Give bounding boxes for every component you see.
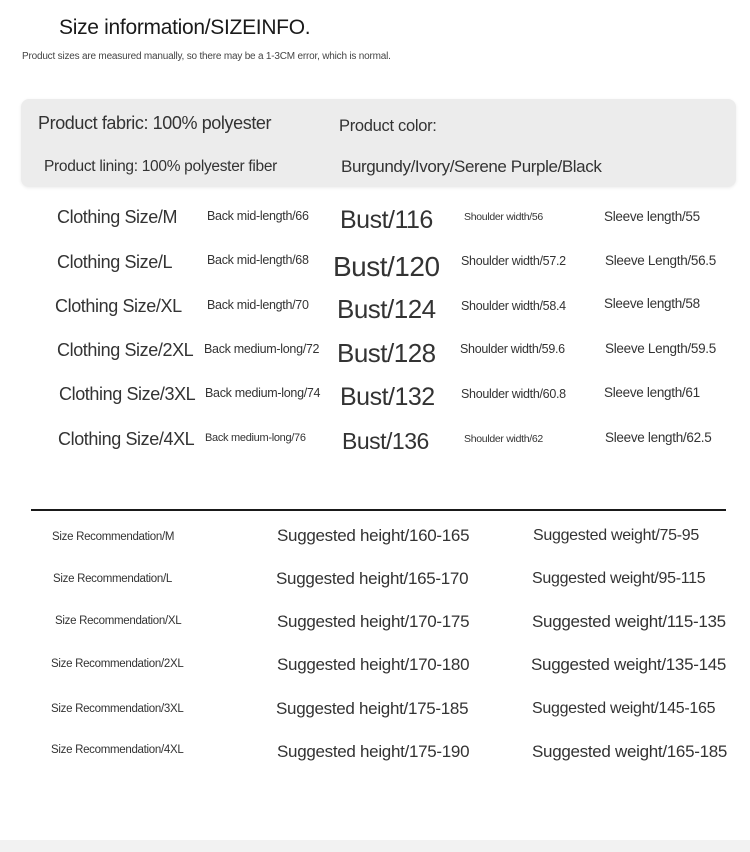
- suggested-weight: Suggested weight/75-95: [533, 527, 699, 544]
- bust: Bust/132: [340, 383, 435, 411]
- shoulder-width: Shoulder width/56: [464, 211, 543, 223]
- recommendation-size: Size Recommendation/2XL: [51, 658, 184, 670]
- bust: Bust/128: [337, 338, 436, 368]
- product-colors: Burgundy/Ivory/Serene Purple/Black: [341, 157, 602, 176]
- bust: Bust/120: [333, 251, 440, 282]
- suggested-height: Suggested height/165-170: [276, 569, 469, 588]
- suggested-weight: Suggested weight/135-145: [531, 655, 727, 674]
- shoulder-width: Shoulder width/57.2: [461, 254, 566, 268]
- sleeve-length: Sleeve Length/59.5: [605, 341, 716, 356]
- size-label: Clothing Size/4XL: [58, 429, 195, 449]
- suggested-weight: Suggested weight/115-135: [532, 612, 726, 631]
- suggested-height: Suggested height/175-185: [276, 699, 469, 718]
- back-length: Back medium-long/74: [205, 386, 321, 400]
- section-divider: [31, 509, 726, 511]
- suggested-height: Suggested height/170-175: [277, 612, 470, 631]
- sleeve-length: Sleeve length/62.5: [605, 430, 712, 445]
- shoulder-width: Shoulder width/59.6: [460, 342, 565, 356]
- sleeve-length: Sleeve length/61: [604, 385, 700, 400]
- product-lining: Product lining: 100% polyester fiber: [44, 158, 278, 175]
- shoulder-width: Shoulder width/60.8: [461, 387, 566, 401]
- sleeve-length: Sleeve length/58: [604, 296, 700, 311]
- sleeve-length: Sleeve length/55: [604, 209, 700, 224]
- back-length: Back mid-length/70: [207, 298, 309, 312]
- size-label: Clothing Size/2XL: [57, 340, 194, 360]
- back-length: Back mid-length/66: [207, 209, 309, 223]
- suggested-height: Suggested height/175-190: [277, 742, 470, 761]
- sleeve-length: Sleeve Length/56.5: [605, 253, 716, 268]
- product-color-label: Product color:: [339, 117, 437, 135]
- bust: Bust/116: [340, 206, 433, 234]
- recommendation-size: Size Recommendation/L: [53, 573, 172, 585]
- suggested-weight: Suggested weight/145-165: [532, 700, 716, 717]
- bust: Bust/136: [342, 428, 429, 454]
- recommendation-size: Size Recommendation/XL: [55, 615, 182, 627]
- size-label: Clothing Size/XL: [55, 296, 182, 316]
- product-fabric: Product fabric: 100% polyester: [38, 113, 272, 133]
- measurement-note: Product sizes are measured manually, so there may be a 1-3CM error, which is normal.: [22, 51, 391, 62]
- shoulder-width: Shoulder width/62: [464, 433, 543, 445]
- page-title: Size information/SIZEINFO.: [59, 16, 311, 39]
- recommendation-size: Size Recommendation/4XL: [51, 744, 184, 756]
- footer-band: [0, 840, 750, 852]
- recommendation-size: Size Recommendation/M: [52, 531, 175, 543]
- suggested-weight: Suggested weight/165-185: [532, 742, 728, 761]
- shoulder-width: Shoulder width/58.4: [461, 299, 566, 313]
- bust: Bust/124: [337, 294, 436, 324]
- size-label: Clothing Size/L: [57, 252, 173, 272]
- back-length: Back medium-long/76: [205, 432, 306, 444]
- suggested-weight: Suggested weight/95-115: [532, 570, 706, 587]
- suggested-height: Suggested height/170-180: [277, 655, 470, 674]
- size-label: Clothing Size/M: [57, 207, 178, 227]
- back-length: Back medium-long/72: [204, 342, 320, 356]
- suggested-height: Suggested height/160-165: [277, 526, 470, 545]
- back-length: Back mid-length/68: [207, 253, 309, 267]
- recommendation-size: Size Recommendation/3XL: [51, 703, 184, 715]
- size-label: Clothing Size/3XL: [59, 384, 196, 404]
